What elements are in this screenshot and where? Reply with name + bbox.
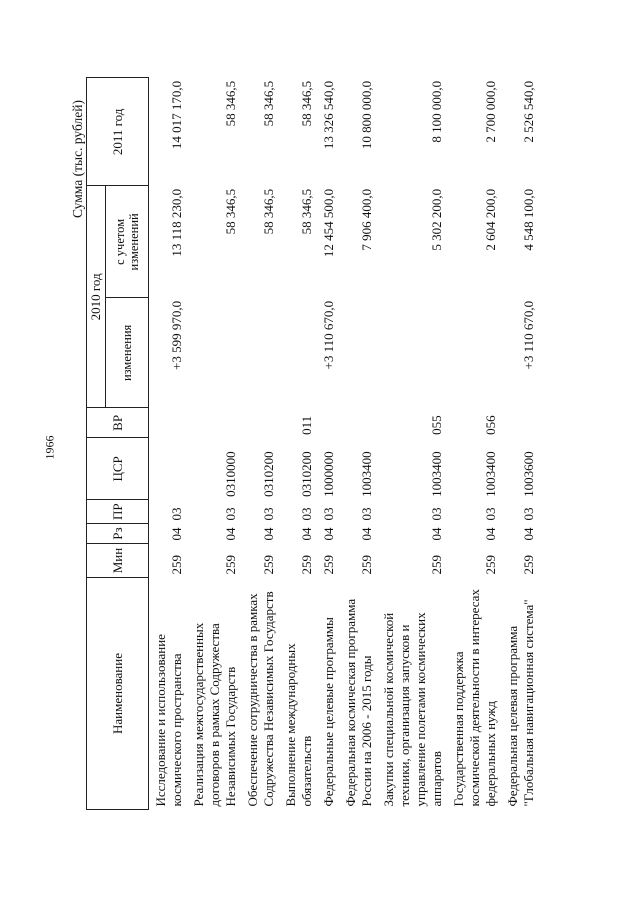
header-2010: 2010 год [87, 186, 106, 408]
row-pr: 03 [169, 507, 184, 521]
row-name: Закупки специальной космической техники, организация запусков и управление полетами космических аппаратов [381, 612, 444, 807]
row-pr: 03 [359, 507, 374, 521]
row-min: 259 [521, 555, 536, 575]
row-with-changes: 58 346,5 [223, 188, 238, 235]
row-with-changes: 58 346,5 [261, 188, 276, 235]
header-csr: ЦСР [87, 438, 149, 500]
row-min: 259 [169, 555, 184, 575]
row-min: 259 [223, 555, 238, 575]
row-2011: 14 017 170,0 [169, 80, 184, 150]
row-2011: 13 326 540,0 [321, 80, 336, 150]
table-row [501, 78, 539, 810]
header-with-changes: с учетом изменений [106, 186, 149, 298]
row-name: Реализация межгосударственных договоров в рамках Содружества Независимых Государств [191, 622, 238, 807]
row-name: Государственная поддержка космической деятельности в интересах федеральных нужд [451, 589, 498, 807]
row-name: Федеральные целевые программы [321, 617, 336, 807]
row-pr: 03 [521, 507, 536, 521]
row-rz: 04 [483, 527, 498, 541]
row-rz: 04 [299, 527, 314, 541]
row-rz: 04 [521, 527, 536, 541]
row-vr [339, 408, 377, 438]
row-changes: +3 599 970,0 [169, 300, 184, 370]
table-row [241, 78, 279, 810]
header-changes: изменения [106, 298, 149, 408]
row-2011: 58 346,5 [261, 80, 276, 127]
row-min: 259 [429, 555, 444, 575]
row-pr: 03 [261, 507, 276, 521]
row-rz: 04 [223, 527, 238, 541]
row-csr: 1003600 [521, 451, 536, 497]
row-csr: 0310200 [261, 451, 276, 497]
row-with-changes: 5 302 200,0 [429, 188, 444, 251]
row-pr: 03 [223, 507, 238, 521]
row-csr: 1003400 [429, 451, 444, 497]
row-vr: 011 [299, 415, 314, 435]
row-vr: 056 [483, 415, 498, 435]
row-changes [447, 298, 501, 408]
row-rz: 04 [169, 527, 184, 541]
budget-table [86, 77, 539, 810]
page-number: 1966 [42, 435, 57, 460]
row-vr [241, 408, 279, 438]
row-with-changes: 2 604 200,0 [483, 188, 498, 251]
row-pr: 03 [429, 507, 444, 521]
row-pr: 03 [321, 507, 336, 521]
row-csr: 1000000 [321, 451, 336, 497]
header-rz: Рз [87, 524, 149, 544]
row-name: Федеральная целевая программа "Глобальная навигационная система" [505, 599, 536, 807]
header-2011: 2011 год [87, 78, 149, 186]
row-2011: 8 100 000,0 [429, 80, 444, 143]
row-changes [339, 298, 377, 408]
row-min: 259 [299, 555, 314, 575]
row-changes: +3 110 670,0 [321, 300, 336, 370]
table-row [279, 78, 317, 810]
table-row [377, 78, 447, 810]
table-body [149, 78, 540, 810]
row-changes [279, 298, 317, 408]
table-row [339, 78, 377, 810]
row-rz: 04 [321, 527, 336, 541]
row-csr: 0310200 [299, 451, 314, 497]
header-min: Мин [87, 544, 149, 578]
row-csr [149, 438, 188, 500]
row-with-changes: 7 906 400,0 [359, 188, 374, 251]
row-min: 259 [321, 555, 336, 575]
row-2011: 2 526 540,0 [521, 80, 536, 143]
row-rz: 04 [359, 527, 374, 541]
row-vr: 055 [429, 415, 444, 435]
row-csr: 1003400 [483, 451, 498, 497]
row-csr: 1003400 [359, 451, 374, 497]
units-label: Сумма (тыс. рублей) [70, 100, 85, 218]
row-2011: 58 346,5 [223, 80, 238, 127]
row-min: 259 [359, 555, 374, 575]
row-vr [501, 408, 539, 438]
row-pr: 03 [299, 507, 314, 521]
row-with-changes: 4 548 100,0 [521, 188, 536, 251]
row-with-changes: 58 346,5 [299, 188, 314, 235]
table-row [447, 78, 501, 810]
row-2011: 2 700 000,0 [483, 80, 498, 143]
row-changes [187, 298, 241, 408]
row-pr: 03 [483, 507, 498, 521]
row-with-changes: 12 454 500,0 [321, 188, 336, 258]
row-changes: +3 110 670,0 [521, 300, 536, 370]
table-row [317, 78, 339, 810]
row-vr [317, 408, 339, 438]
header-vr: ВР [87, 408, 149, 438]
row-name: Выполнение международных обязательств [283, 643, 314, 807]
row-csr: 0310000 [223, 451, 238, 497]
header-pr: ПР [87, 500, 149, 524]
row-name: Федеральная космическая программа России на 2006 - 2015 годы [343, 598, 374, 807]
row-min: 259 [261, 555, 276, 575]
table-row [187, 78, 241, 810]
row-rz: 04 [261, 527, 276, 541]
row-vr [187, 408, 241, 438]
header-name: Наименование [87, 578, 149, 810]
row-rz: 04 [429, 527, 444, 541]
row-vr [149, 408, 188, 438]
row-min: 259 [483, 555, 498, 575]
table-row [149, 78, 188, 810]
row-changes [241, 298, 279, 408]
row-2011: 10 800 000,0 [359, 80, 374, 150]
row-changes [377, 298, 447, 408]
row-with-changes: 13 118 230,0 [169, 188, 184, 257]
row-2011: 58 346,5 [299, 80, 314, 127]
row-name: Исследование и использование космического пространства [153, 634, 184, 807]
row-name: Обеспечение сотрудничества в рамках Содружества Независимых Государств [245, 591, 276, 807]
